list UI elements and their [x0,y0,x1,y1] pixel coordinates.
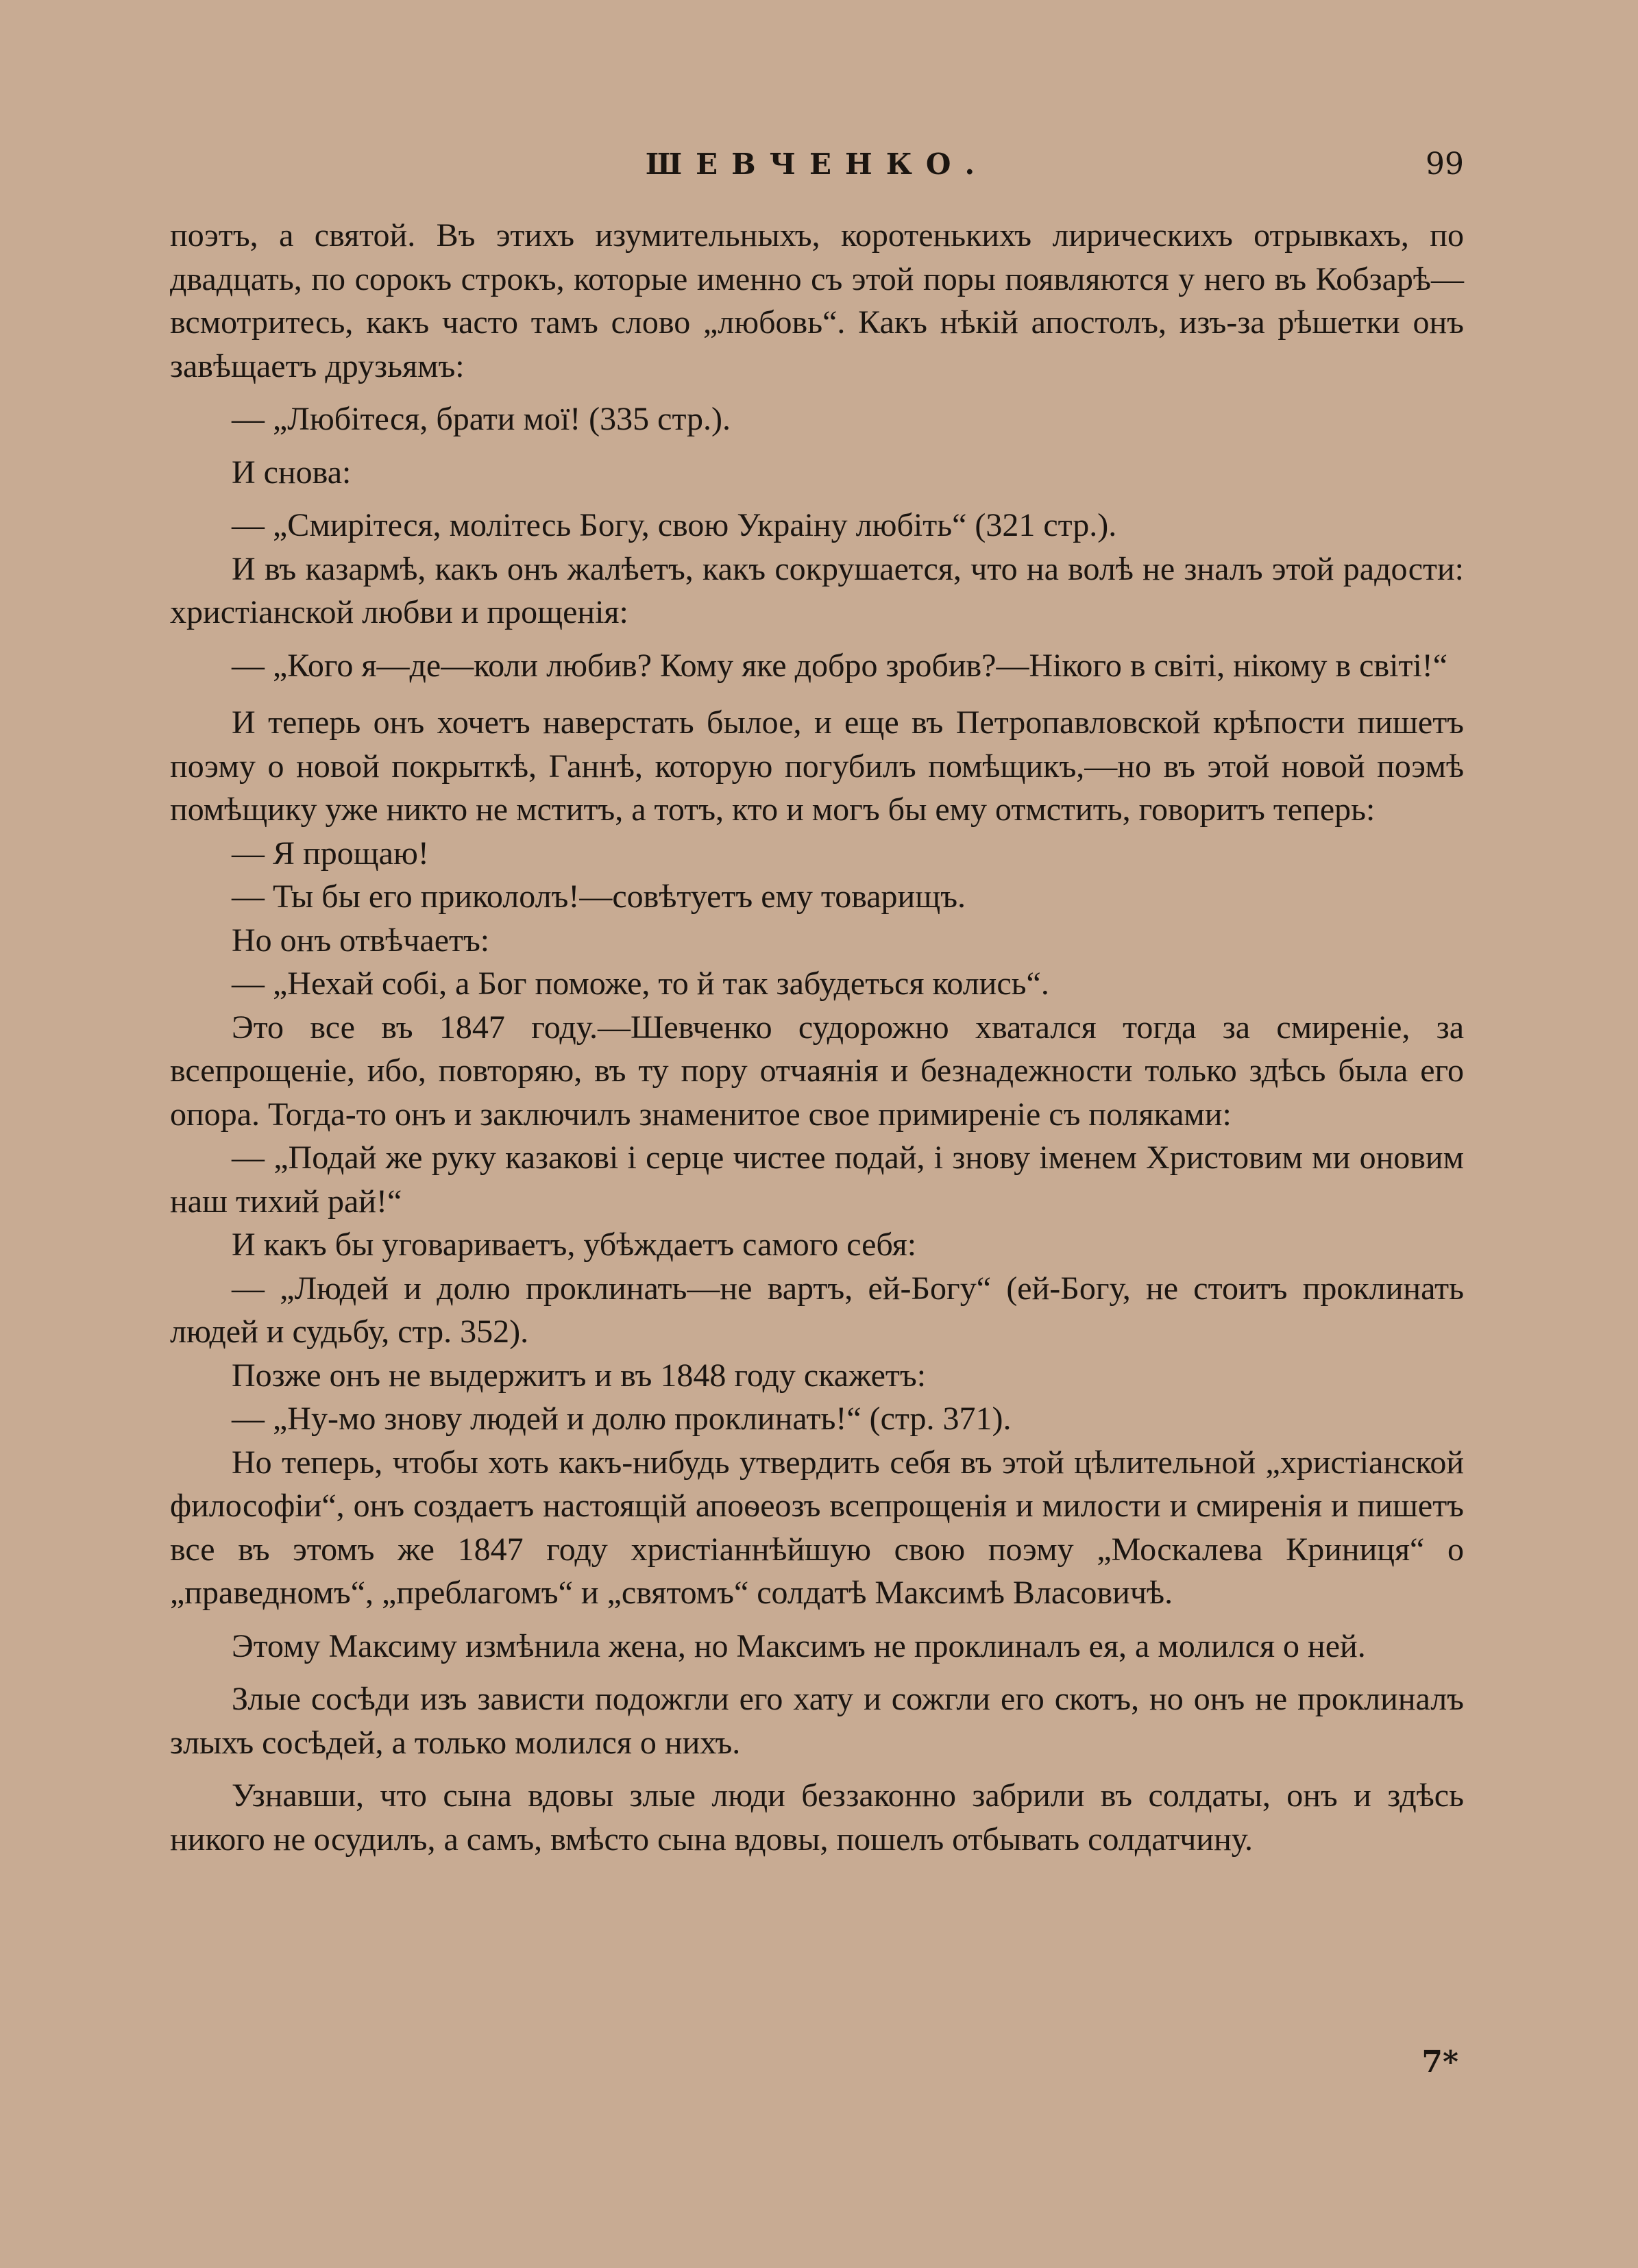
quote-paragraph: — „Любітеся, брати мої! (335 стр.). [232,401,731,437]
paragraph: И снова: [232,454,352,491]
paragraph: И въ казармѣ, какъ онъ жалѣетъ, какъ сокрушается, что на волѣ не зналъ этой радости: христіанской любви и прощенія: [170,550,1464,630]
paragraph: Это все въ 1847 году.—Шевченко судорожно хватался тогда за смиреніе, за всепрощеніе, ибо, повторяю, въ ту пору отчаянія и безнадежности только здѣсь была его опора. Тогда-то онъ и заключилъ знаменитое свое примиреніе съ поляками: [170,1009,1464,1133]
paragraph: И теперь онъ хочетъ наверстать былое, и еще въ Петропавловской крѣпости пишетъ поэму о новой покрыткѣ, Ганнѣ, которую погубилъ помѣщикъ,—но въ этой новой поэмѣ помѣщику уже никто не мститъ, а тотъ, кто и могъ бы ему отмстить, говоритъ теперь: [170,704,1464,828]
paragraph: Но теперь, чтобы хоть какъ-нибудь утвердить себя въ этой цѣлительной „христіанской философіи“, онъ создаетъ настоящій апоѳеозъ всепрощенія и милости и смиренія и пишетъ все въ этомъ же 1847 году христіаннѣйшую свою поэму „Москалева Криниця“ о „праведномъ“, „преблагомъ“ и „святомъ“ солдатѣ Максимѣ Власовичѣ. [170,1444,1464,1611]
paragraph: поэтъ, а святой. Въ этихъ изумительныхъ, коротенькихъ лирическихъ отрывкахъ, по двадцать, по сорокъ строкъ, которые именно съ этой поры появляются у него въ Кобзарѣ—всмотритесь, какъ часто тамъ слово „любовь“. Какъ нѣкій апостолъ, изъ-за рѣшетки онъ завѣщаетъ друзьямъ: [170,217,1464,384]
quote-paragraph: — Ты бы его прикололъ!—совѣтуетъ ему товарищъ. [232,878,966,915]
quote-paragraph: — „Смирітеся, молітесь Богу, свою Украіну любіть“ (321 стр.). [232,507,1117,543]
quote-paragraph: — „Кого я—де—коли любив? Кому яке добро зробив?—Нікого в світі, нікому в світі!“ [232,647,1448,684]
quote-paragraph: — „Ну-мо знову людей и долю проклинать!“ (стр. 371). [232,1401,1012,1437]
quote-paragraph: — „Людей и долю проклинать—не вартъ, ей-Богу“ (ей-Богу, не стоитъ проклинать людей и судьбу, стр. 352). [170,1270,1464,1350]
quote-paragraph: — „Подай же руку казакові і серце чистее подай, і знову іменем Христовим ми оновим наш тихий рай!“ [170,1139,1464,1220]
page-number: 99 [1426,147,1464,182]
paragraph: Позже онъ не выдержитъ и въ 1848 году скажетъ: [232,1357,927,1394]
quote-paragraph: — Я прощаю! [232,835,429,872]
paragraph: Узнавши, что сына вдовы злые люди беззаконно забрили въ солдаты, онъ и здѣсь никого не осудилъ, а самъ, вмѣсто сына вдовы, пошелъ отбывать солдатчину. [170,1777,1464,1858]
paragraph: Этому Максиму измѣнила жена, но Максимъ не проклиналъ ея, а молился о ней. [232,1627,1366,1664]
paragraph: И какъ бы уговариваетъ, убѣждаетъ самого себя: [232,1227,917,1263]
paragraph: Но онъ отвѣчаетъ: [232,922,490,959]
signature-mark: 7* [1421,2045,1458,2080]
running-title: ШЕВЧЕНКО. [645,147,989,181]
quote-paragraph: — „Нехай собі, а Бог поможе, то й так забудеться колись“. [232,965,1049,1002]
paragraph: Злые сосѣди изъ зависти подожгли его хату и сожгли его скотъ, но онъ не проклиналъ злыхъ сосѣдей, а только молился о нихъ. [170,1681,1464,1761]
running-head [170,144,1464,185]
body-text [170,214,1464,1861]
